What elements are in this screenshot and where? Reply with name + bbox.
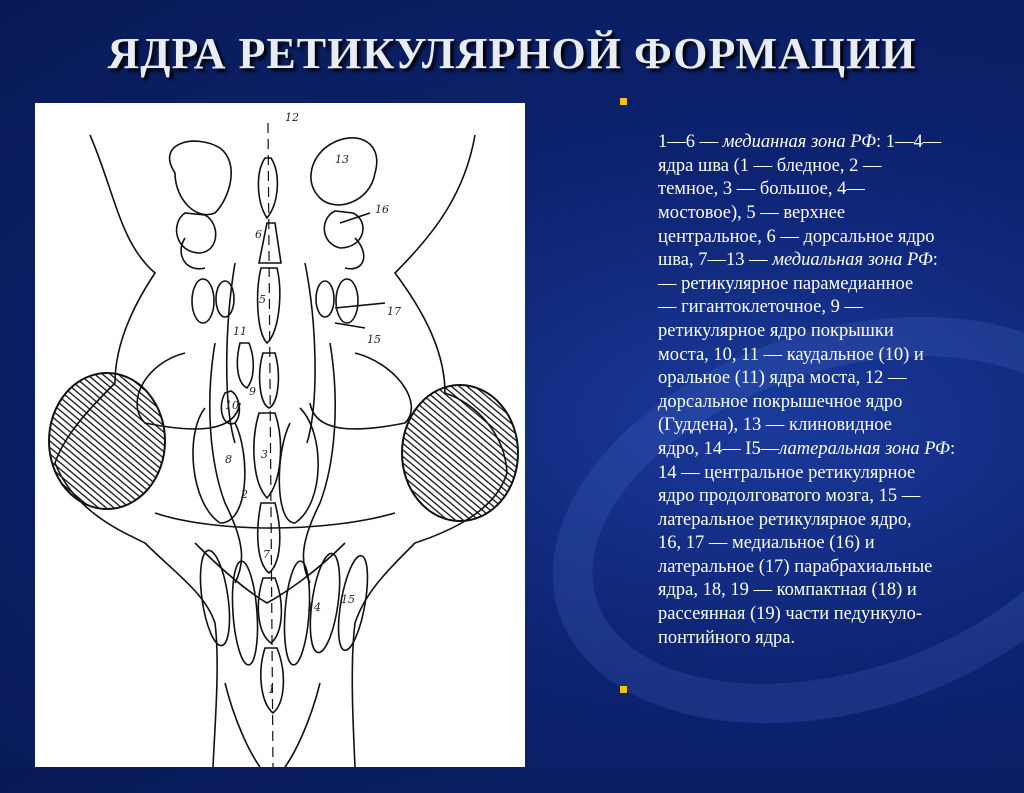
label-10: 10 xyxy=(225,399,239,412)
hatched-right xyxy=(402,385,518,521)
label-11: 11 xyxy=(233,325,247,338)
label-6: 6 xyxy=(255,228,262,241)
label-5: 5 xyxy=(259,293,266,306)
description-seg-6: : 14 — центральное ретикулярное ядро продолговатого мозга, 15 — латеральное ретикулярное ядро, 16, 17 — медиальное (16) и латеральное (17) парабрахиальные ядра, 18, 19 — компактная (18) и рассеянная (19) части педункуло- понтийного ядра. xyxy=(658,438,956,648)
brainstem-drawing xyxy=(35,103,525,767)
label-13: 13 xyxy=(335,153,349,166)
bullet-list xyxy=(612,84,1024,704)
label-3: 3 xyxy=(261,448,268,461)
label-12: 12 xyxy=(285,111,299,124)
description-seg-2: : 1—4— ядра шва (1 — бледное, 2 — темное, 3 — большое, 4— мостовое), 5 — верхнее центральное, 6 — дорсальное ядро шва, 7—13 — xyxy=(658,132,942,271)
description-seg-5: латеральная зона РФ xyxy=(779,438,950,459)
label-15-lower: 15 xyxy=(341,593,355,606)
label-2: 2 xyxy=(241,488,248,501)
bullet-marker xyxy=(620,686,627,693)
label-16: 16 xyxy=(375,203,389,216)
hatched-left xyxy=(49,373,165,509)
description-seg-1: медианная зона РФ xyxy=(722,132,876,153)
label-7: 7 xyxy=(263,548,270,561)
label-8: 8 xyxy=(225,453,232,466)
description-seg-4: : — ретикулярное парамедианное — гигантоклеточное, 9 — ретикулярное ядро покрышки моста, 10, 11 — каудальное (10) и оральное (11) ядра моста, 12 — дорсальное покрышечное ядро (Гуддена), 13 — клиновидное ядро, 14— I5— xyxy=(658,250,938,459)
label-17: 17 xyxy=(387,305,401,318)
label-9: 9 xyxy=(249,385,256,398)
label-1: 1 xyxy=(268,683,275,696)
label-14: 14 xyxy=(307,601,321,614)
bullet-description xyxy=(612,84,1024,650)
bullet-marker xyxy=(620,98,627,105)
brainstem-diagram xyxy=(35,103,525,767)
description-seg-3: медиальная зона РФ xyxy=(772,250,933,271)
label-15-upper: 15 xyxy=(367,333,381,346)
slide-title: ЯДРА РЕТИКУЛЯРНОЙ ФОРМАЦИИ xyxy=(107,29,917,78)
description-seg-0: 1—6 — xyxy=(658,132,723,153)
bullet-empty xyxy=(612,672,1024,696)
